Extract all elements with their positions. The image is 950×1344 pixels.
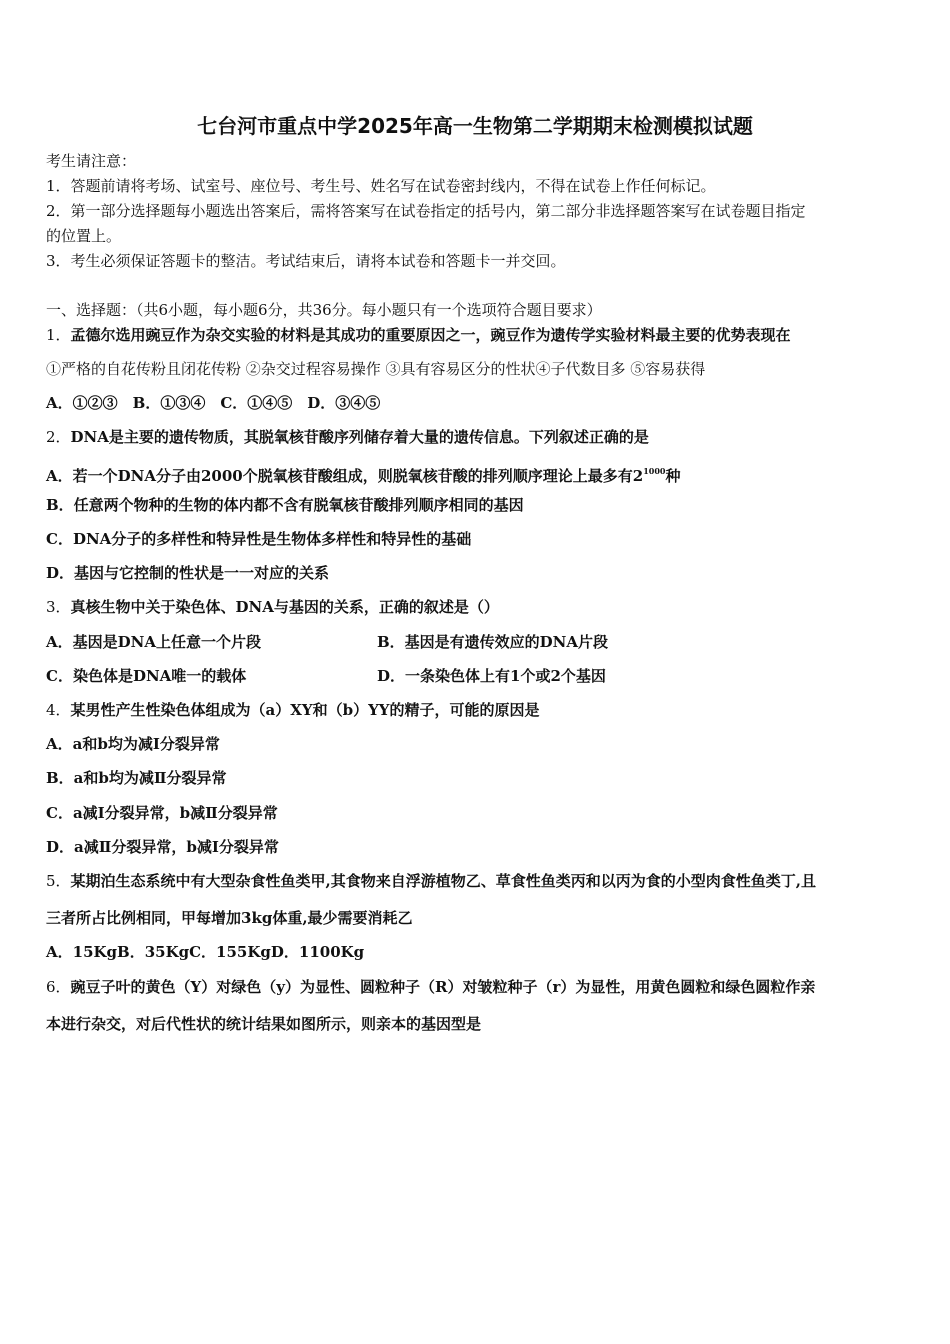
question-6-stem [46, 977, 908, 997]
notice-item-3: 3．考生必须保证答题卡的整洁。考试结束后，请将本试卷和答题卡一并交回。 [46, 252, 566, 270]
question-number: 3． [46, 598, 71, 616]
notice-item-2-cont: 的位置上。 [46, 227, 122, 245]
question-3-options-row1 [46, 632, 908, 652]
question-4-option-b: B．a和b均为减Ⅱ分裂异常 [46, 769, 227, 787]
question-1-stem [46, 325, 908, 345]
question-text: DNA是主要的遗传物质，其脱氧核苷酸序列储存着大量的遗传信息。下列叙述正确的是 [70, 428, 649, 446]
question-3-option-a: A．基因是DNA上任意一个片段 [46, 633, 261, 651]
section-heading: 一、选择题：（共6小题，每小题6分，共36分。每小题只有一个选项符合题目要求） [46, 301, 602, 319]
question-5-stem-cont: 三者所占比例相同，甲每增加3kg体重,最少需要消耗乙 [46, 909, 413, 927]
question-2-option-c: C．DNA分子的多样性和特异性是生物体多样性和特异性的基础 [46, 530, 472, 548]
question-text: 某男性产生性染色体组成为（a）XY和（b）YY的精子，可能的原因是 [70, 701, 540, 719]
question-3-option-b: B．基因是有遗传效应的DNA片段 [377, 633, 609, 651]
question-text: 真核生物中关于染色体、DNA与基因的关系，正确的叙述是（） [70, 598, 499, 616]
question-4-option-c: C．a减Ⅰ分裂异常，b减Ⅱ分裂异常 [46, 804, 278, 822]
question-number: 1． [46, 326, 71, 344]
question-number: 6． [46, 978, 71, 996]
question-1-items: ①严格的自花传粉且闭花传粉 ②杂交过程容易操作 ③具有容易区分的性状④子代数目多 ⑤容易获得 [46, 360, 706, 378]
question-number: 4． [46, 701, 71, 719]
question-3-option-c: C．染色体是DNA唯一的载体 [46, 667, 247, 685]
question-5-stem [46, 871, 908, 891]
option-text-end: 种 [665, 467, 681, 485]
question-2-option-b: B．任意两个物种的生物的体内都不含有脱氧核苷酸排列顺序相同的基因 [46, 496, 524, 514]
question-2-option-d: D．基因与它控制的性状是一一对应的关系 [46, 564, 330, 582]
question-number: 5． [46, 872, 71, 890]
question-1-options: A．①②③ B．①③④ C．①④⑤ D．③④⑤ [46, 394, 381, 412]
question-6-stem-cont: 本进行杂交，对后代性状的统计结果如图所示，则亲本的基因型是 [46, 1015, 482, 1033]
question-2-stem [46, 427, 908, 447]
notice-heading: 考生请注意： [46, 152, 137, 170]
question-text: 某期泊生态系统中有大型杂食性鱼类甲,其食物来自浮游植物乙、草食性鱼类丙和以丙为食的小型肉食性鱼类丁,且 [70, 872, 816, 890]
question-text: 豌豆子叶的黄色（Y）对绿色（y）为显性、圆粒种子（R）对皱粒种子（r）为显性，用黄色圆粒和绿色圆粒作亲 [70, 978, 816, 996]
question-3-option-d: D．一条染色体上有1个或2个基因 [377, 667, 606, 685]
notice-item-1: 1．答题前请将考场、试室号、座位号、考生号、姓名写在试卷密封线内，不得在试卷上作任何标记。 [46, 177, 716, 195]
notice-item-2: 2．第一部分选择题每小题选出答案后，需将答案写在试卷指定的括号内，第二部分非选择题答案写在试卷题目指定 [46, 202, 806, 220]
option-text: A．若一个DNA分子由2000个脱氧核苷酸组成，则脱氧核苷酸的排列顺序理论上最多有2 [46, 467, 644, 485]
question-4-option-d: D．a减Ⅱ分裂异常，b减Ⅰ分裂异常 [46, 838, 279, 856]
question-number: 2． [46, 428, 71, 446]
question-3-options-row2 [46, 666, 908, 686]
question-4-stem [46, 700, 908, 720]
question-4-option-a: A．a和b均为减Ⅰ分裂异常 [46, 735, 220, 753]
question-3-stem [46, 597, 908, 617]
question-5-options: A．15KgB．35KgC．155KgD．1100Kg [46, 943, 365, 961]
question-2-option-a [46, 461, 908, 486]
exponent: 1000 [643, 466, 666, 476]
question-text: 孟德尔选用豌豆作为杂交实验的材料是其成功的重要原因之一，豌豆作为遗传学实验材料最主要的优势表现在 [70, 326, 791, 344]
page-title: 七台河市重点中学2025年高一生物第二学期期末检测模拟试题 [197, 114, 753, 138]
